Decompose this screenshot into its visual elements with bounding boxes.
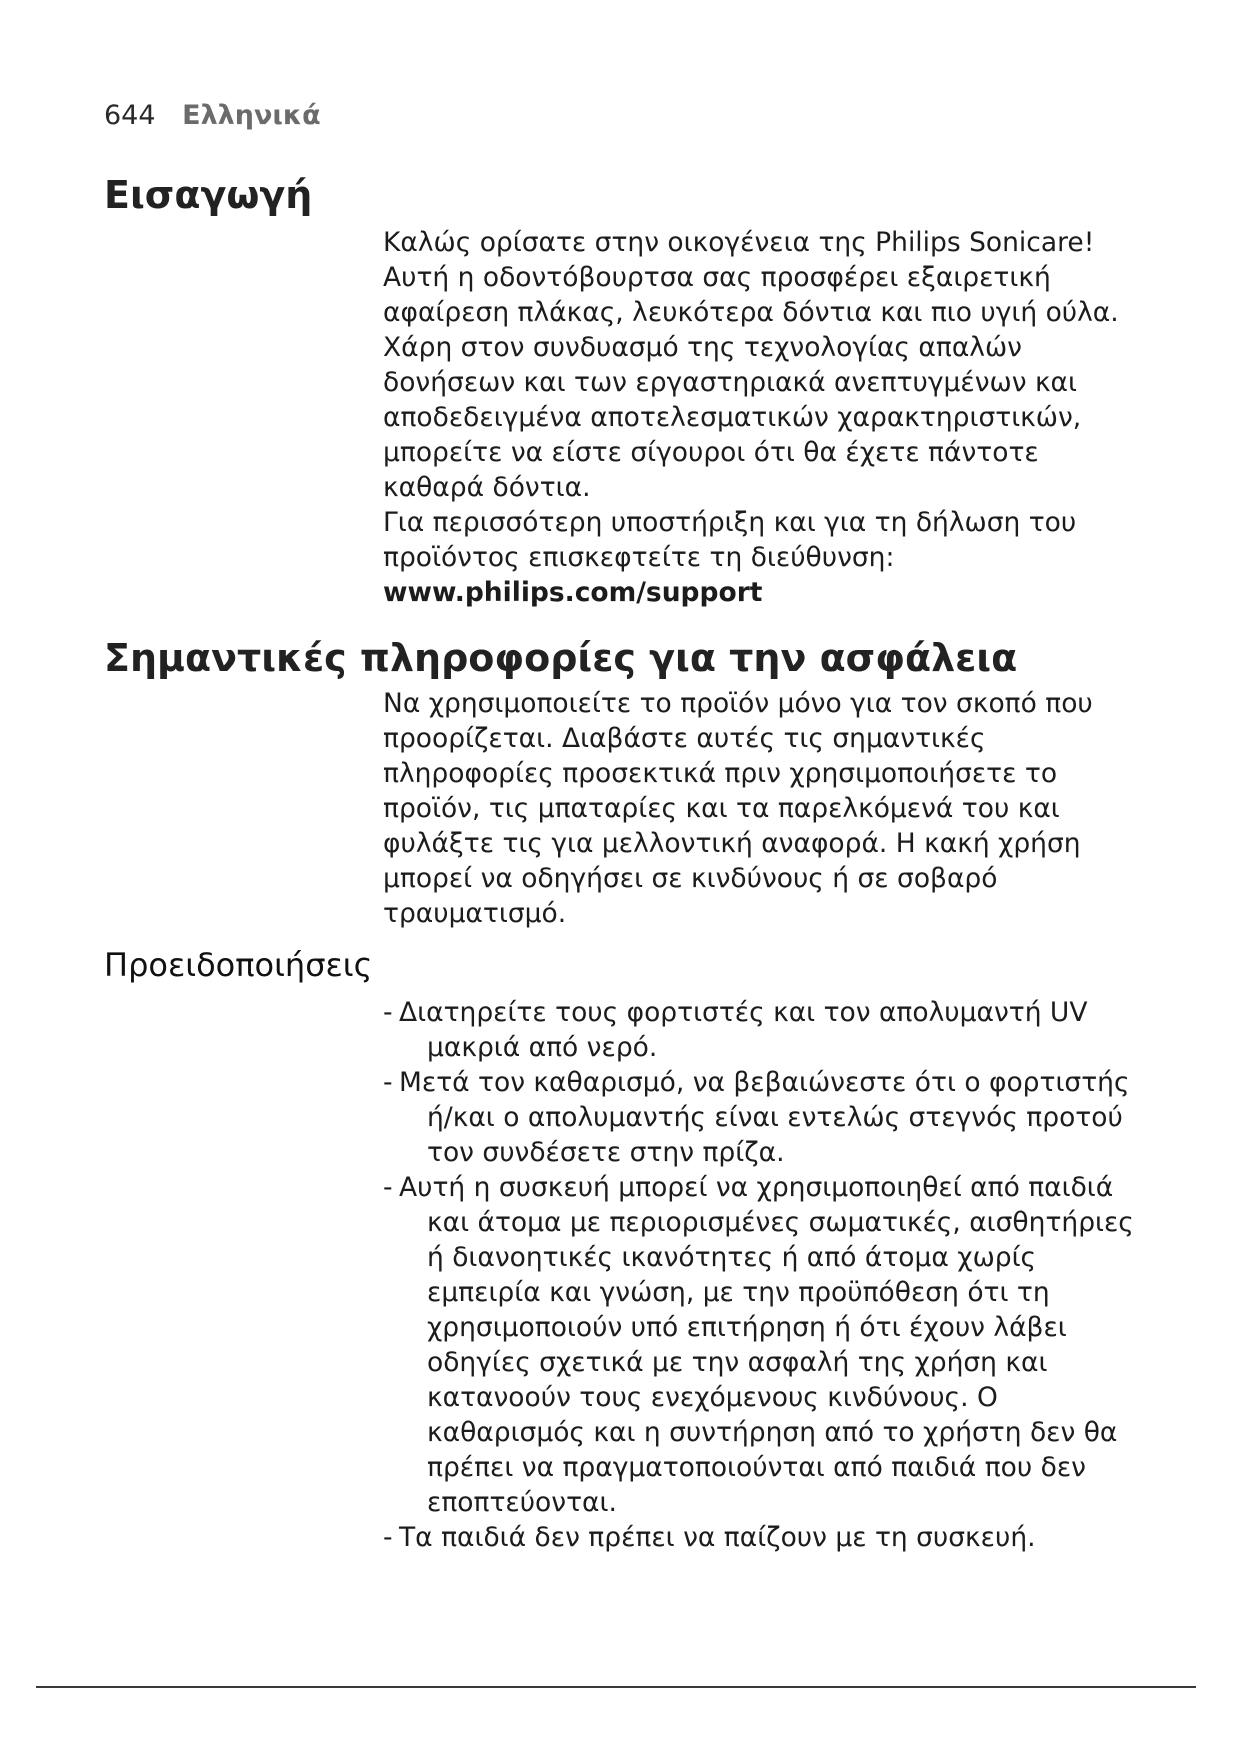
list-item [383,1520,1143,1555]
safety-paragraph: Να χρησιμοποιείτε το προϊόν μόνο για τον σκοπό που προορίζεται. Διαβάστε αυτές τις σημαντικές πληροφορίες προσεκτικά πριν χρησιμοποιήσετε το προϊόν, τις μπαταρίες και τα παρελκόμενά του και φυλάξτε τις για μελλοντική αναφορά. Η κακή χρήση μπορεί να οδηγήσει σε κινδύνους ή σε σοβαρό τραυματισμό. [383,688,1093,929]
safety-heading: Σημαντικές πληροφορίες για την ασφάλεια [104,636,1018,680]
list-item [383,1170,1143,1520]
bullet-marker: - [383,1522,393,1553]
warnings-heading: Προειδοποιήσεις [104,946,373,984]
intro-heading: Εισαγωγή [104,173,313,217]
support-url-link[interactable]: www.philips.com/support [383,577,763,608]
intro-body [383,225,1143,610]
list-item-text: Αυτή η συσκευή μπορεί να χρησιμοποιηθεί από παιδιά και άτομα με περιορισμένες σωματικές, αισθητήριες ή διανοητικές ικανότητες ή από άτομα χωρίς εμπειρία και γνώση, με την προϋπόθεση ότι τη χρησιμοποιούν υπό επιτήρηση ή ότι έχουν λάβει οδηγίες σχετικά με την ασφαλή της χρήση και κατανοούν τους ενεχόμενους κινδύνους. Ο καθαρισμός και η συντήρηση από το χρήστη δεν θα πρέπει να πραγματοποιούνται από παιδιά που δεν εποπτεύονται. [399,1172,1134,1518]
footer-divider [36,1686,1196,1688]
list-item-text: Μετά τον καθαρισμό, να βεβαιώνεστε ότι ο φορτιστής ή/και ο απολυμαντής είναι εντελώς στεγνός προτού τον συνδέσετε στην πρίζα. [399,1067,1130,1168]
list-item [383,1065,1143,1170]
support-paragraph: Για περισσότερη υποστήριξη και για τη δήλωση του προϊόντος επισκεφτείτε τη διεύθυνση: [383,507,1077,573]
page-number: 644 [104,100,156,131]
bullet-marker: - [383,1172,393,1203]
list-item-text: Τα παιδιά δεν πρέπει να παίζουν με τη συσκευή. [399,1522,1036,1553]
warnings-list [383,995,1143,1555]
bullet-marker: - [383,1067,393,1098]
list-item [383,995,1143,1065]
safety-body [383,686,1143,931]
list-item-text: Διατηρείτε τους φορτιστές και τον απολυμαντή UV μακριά από νερό. [399,997,1088,1063]
page-language: Ελληνικά [182,100,321,131]
page-header [104,96,321,136]
intro-paragraph: Καλώς ορίσατε στην οικογένεια της Philips Sonicare! Αυτή η οδοντόβουρτσα σας προσφέρει εξαιρετική αφαίρεση πλάκας, λευκότερα δόντια και πιο υγιή ούλα. Χάρη στον συνδυασμό της τεχνολογίας απαλών δονήσεων και των εργαστηριακά ανεπτυγμένων και αποδεδειγμένα αποτελεσματικών χαρακτηριστικών, μπορείτε να είστε σίγουροι ότι θα έχετε πάντοτε καθαρά δόντια. [383,227,1119,503]
bullet-marker: - [383,997,393,1028]
